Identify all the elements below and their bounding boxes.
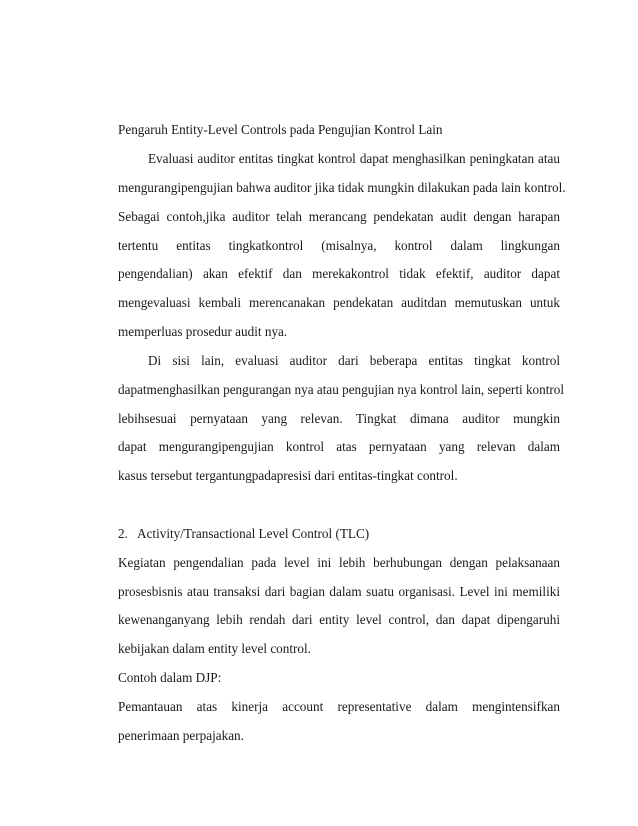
paragraph-line: Pemantauan atas kinerja account representative dalam mengintensifkan	[118, 699, 560, 714]
example-label: Contoh dalam DJP:	[118, 670, 222, 685]
paragraph-line: Di sisi lain, evaluasi auditor dari beberapa entitas tingkat kontrol	[148, 353, 560, 368]
paragraph-line: kasus tersebut tergantungpadapresisi dari entitas-tingkat control.	[118, 468, 458, 483]
paragraph-line: dapatmenghasilkan pengurangan nya atau pengujian nya kontrol lain, seperti kontrol	[118, 382, 565, 397]
paragraph-line: Evaluasi auditor entitas tingkat kontrol dapat menghasilkan peningkatan atau	[148, 151, 560, 166]
section-heading: Pengaruh Entity-Level Controls pada Pengujian Kontrol Lain	[118, 122, 443, 137]
paragraph-line: Sebagai contoh,jika auditor telah merancang pendekatan audit dengan harapan	[118, 209, 560, 224]
numbered-heading: 2. Activity/Transactional Level Control (TLC)	[118, 526, 370, 541]
paragraph-line: mengevaluasi kembali merencanakan pendekatan auditdan memutuskan untuk	[118, 295, 560, 310]
paragraph-line: lebihsesuai pernyataan yang relevan. Tingkat dimana auditor mungkin	[118, 411, 560, 426]
paragraph-line: kebijakan dalam entity level control.	[118, 641, 311, 656]
paragraph-line: Kegiatan pengendalian pada level ini lebih berhubungan dengan pelaksanaan	[118, 555, 560, 570]
paragraph-line: kewenanganyang lebih rendah dari entity level control, dan dapat dipengaruhi	[118, 612, 560, 627]
paragraph-line: pengendalian) akan efektif dan merekakontrol tidak efektif, auditor dapat	[118, 266, 560, 281]
paragraph-line: prosesbisnis atau transaksi dari bagian dalam suatu organisasi. Level ini memiliki	[118, 584, 560, 599]
paragraph-line: mengurangipengujian bahwa auditor jika tidak mungkin dilakukan pada lain kontrol.	[118, 180, 566, 195]
paragraph-line: penerimaan perpajakan.	[118, 728, 244, 743]
paragraph-line: tertentu entitas tingkatkontrol (misalnya, kontrol dalam lingkungan	[118, 238, 560, 253]
paragraph-line: dapat mengurangipengujian kontrol atas pernyataan yang relevan dalam	[118, 439, 560, 454]
paragraph-line: memperluas prosedur audit nya.	[118, 324, 288, 339]
